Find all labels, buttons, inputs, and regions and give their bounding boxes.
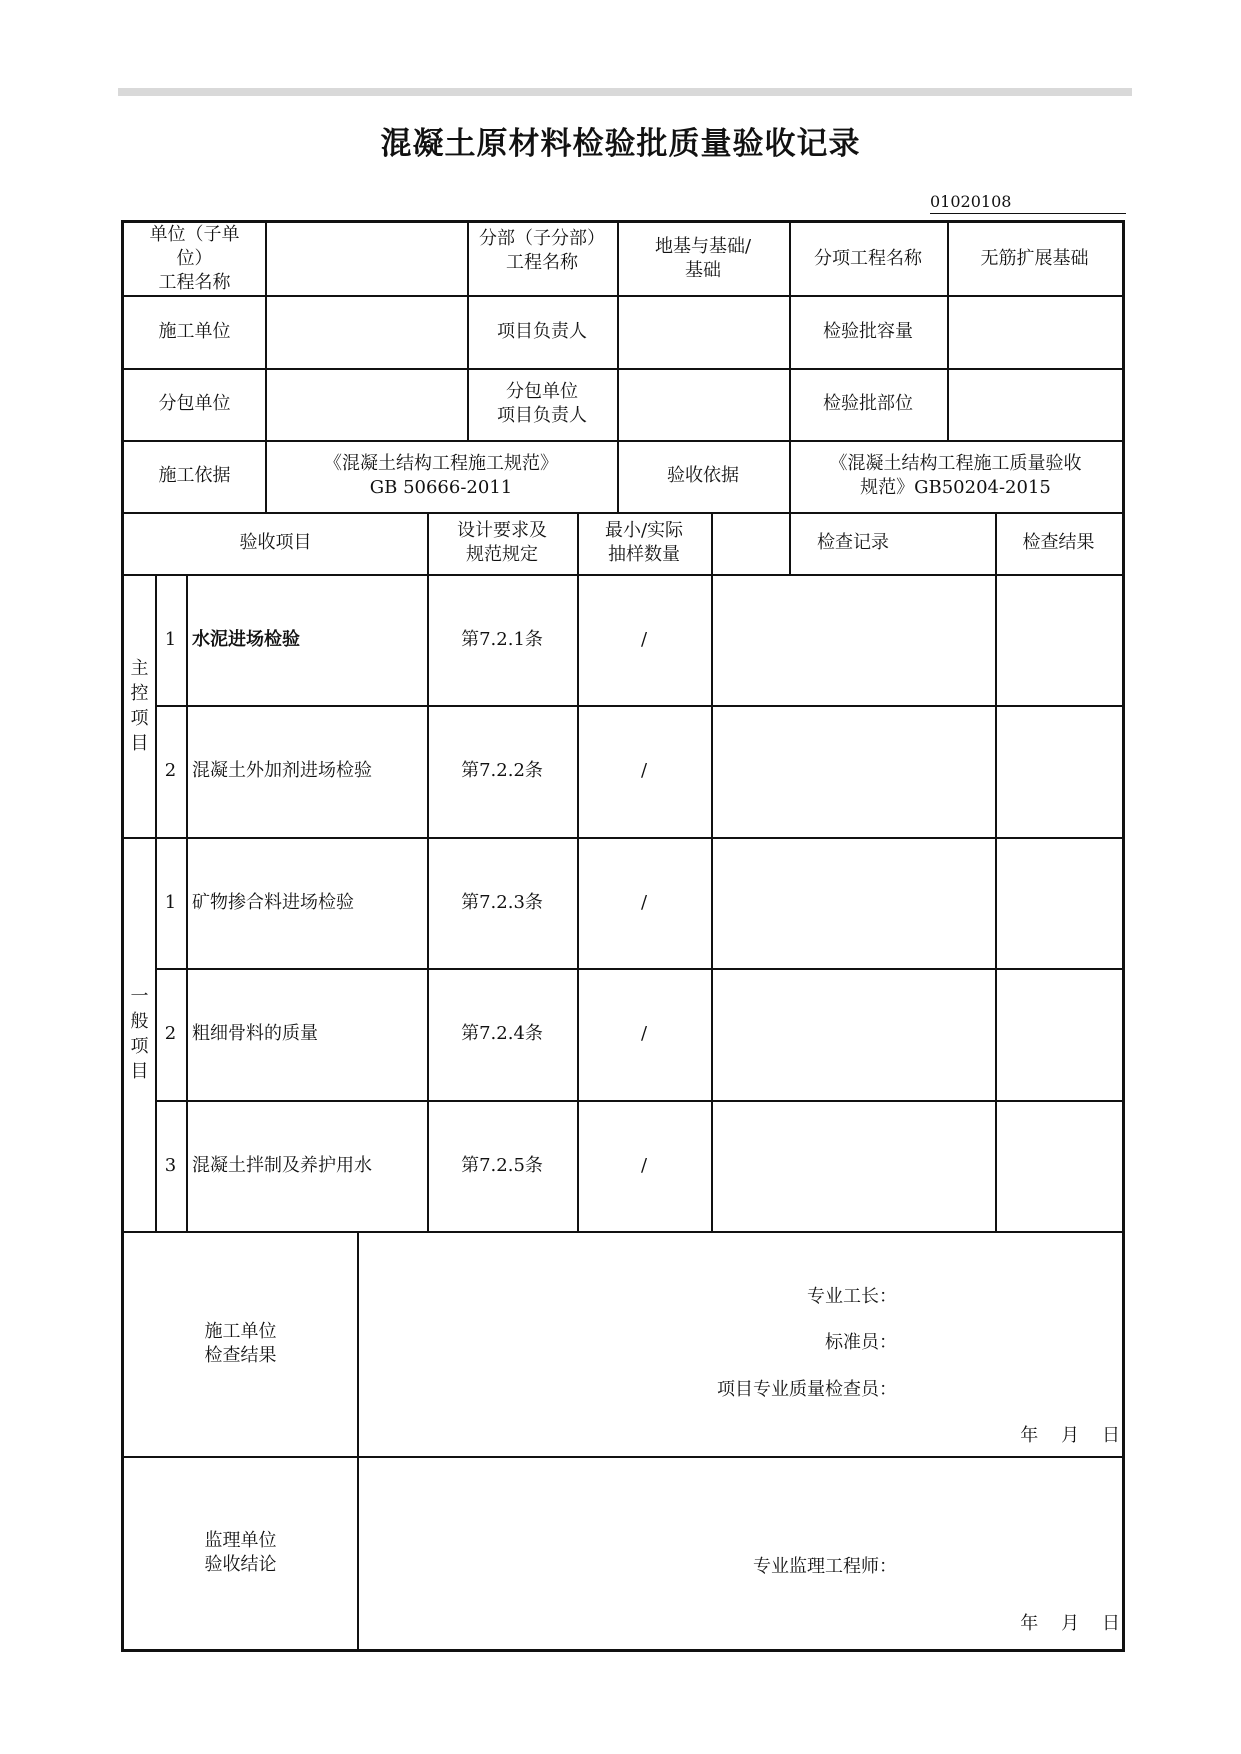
- item-name: 混凝土外加剂进场检验: [192, 760, 372, 781]
- general-group-label: 一 般 项 目: [130, 986, 149, 1082]
- item-project-label: 分项工程名称: [814, 248, 922, 269]
- item-number: 2: [164, 760, 177, 781]
- main-control-group-label: 主 控 项 目: [130, 657, 149, 754]
- col-header-sample: 最小/实际 抽样数量: [604, 520, 684, 565]
- col-header-design: 设计要求及 规范规定: [457, 520, 547, 565]
- item-project-value: 无筋扩展基础: [980, 248, 1089, 269]
- item-name: 混凝土拌制及养护用水: [192, 1154, 372, 1176]
- acceptance-basis-value: 《混凝土结构工程施工质量验收 规范》GB50204-2015: [829, 453, 1082, 498]
- item-clause: 第7.2.4条: [461, 1023, 543, 1044]
- item-number: 1: [164, 891, 177, 913]
- project-manager-value: [617, 295, 789, 368]
- standard-officer-signature-label: 标准员：: [825, 1332, 897, 1353]
- supervision-date: 年 月 日: [1020, 1613, 1120, 1634]
- col-header-result: 检查结果: [1022, 532, 1095, 553]
- construction-basis-value: 《混凝土结构工程施工规范》 GB 50666-2011: [324, 453, 558, 498]
- unit-project-label: 单位（子单 位） 工程名称: [149, 224, 240, 293]
- batch-location-value: [947, 368, 1122, 440]
- acceptance-form: [121, 220, 1125, 1652]
- item-name: 粗细骨料的质量: [192, 1023, 318, 1044]
- item-number: 3: [164, 1154, 177, 1176]
- col-header-item: 验收项目: [239, 532, 312, 553]
- batch-capacity-label: 检验批容量: [823, 320, 913, 342]
- project-manager-label: 项目负责人: [497, 320, 587, 342]
- item-clause: 第7.2.5条: [461, 1154, 543, 1176]
- construction-basis-label: 施工依据: [158, 465, 231, 486]
- col-header-record: 检查记录: [817, 532, 889, 553]
- col-divider: [711, 512, 713, 1231]
- batch-capacity-value: [947, 295, 1122, 368]
- item-clause: 第7.2.2条: [461, 760, 543, 781]
- construction-check-label: 施工单位 检查结果: [204, 1320, 277, 1366]
- supervision-conclusion-label: 监理单位 验收结论: [204, 1529, 277, 1575]
- top-rule: [118, 88, 1132, 96]
- batch-location-label: 检验批部位: [823, 393, 913, 414]
- item-clause: 第7.2.3条: [461, 891, 543, 913]
- sub-project-manager-value: [617, 368, 789, 440]
- page-title: 混凝土原材料检验批质量验收记录: [380, 126, 861, 162]
- contractor-label: 施工单位: [158, 320, 231, 342]
- record-code: [930, 192, 1126, 214]
- subcontractor-value: [265, 368, 467, 440]
- col-divider: [995, 512, 997, 1231]
- sub-project-manager-label: 分包单位 项目负责人: [497, 381, 587, 426]
- col-divider: [357, 1231, 359, 1649]
- subcontractor-label: 分包单位: [158, 393, 231, 414]
- construction-date: 年 月 日: [1020, 1425, 1120, 1446]
- quality-inspector-signature-label: 项目专业质量检查员：: [717, 1379, 897, 1400]
- item-sample: /: [640, 1154, 648, 1176]
- item-sample: /: [640, 1023, 648, 1044]
- sub-project-label: 分部（子分部） 工程名称: [479, 228, 605, 273]
- item-sample: /: [640, 891, 648, 913]
- record-code-text: 01020108: [930, 192, 1012, 211]
- supervising-engineer-signature-label: 专业监理工程师：: [753, 1556, 897, 1577]
- contractor-value: [265, 295, 467, 368]
- item-name: 水泥进场检验: [192, 628, 300, 650]
- item-sample: /: [640, 760, 648, 781]
- item-name: 矿物掺合料进场检验: [192, 891, 354, 913]
- item-clause: 第7.2.1条: [461, 628, 543, 650]
- item-sample: /: [640, 628, 648, 650]
- sub-project-value: 地基与基础/ 基础: [654, 236, 752, 281]
- item-number: 1: [164, 628, 177, 650]
- foreman-signature-label: 专业工长：: [807, 1286, 897, 1307]
- acceptance-basis-label: 验收依据: [667, 465, 739, 486]
- unit-project-value: [265, 223, 467, 295]
- item-number: 2: [164, 1023, 177, 1044]
